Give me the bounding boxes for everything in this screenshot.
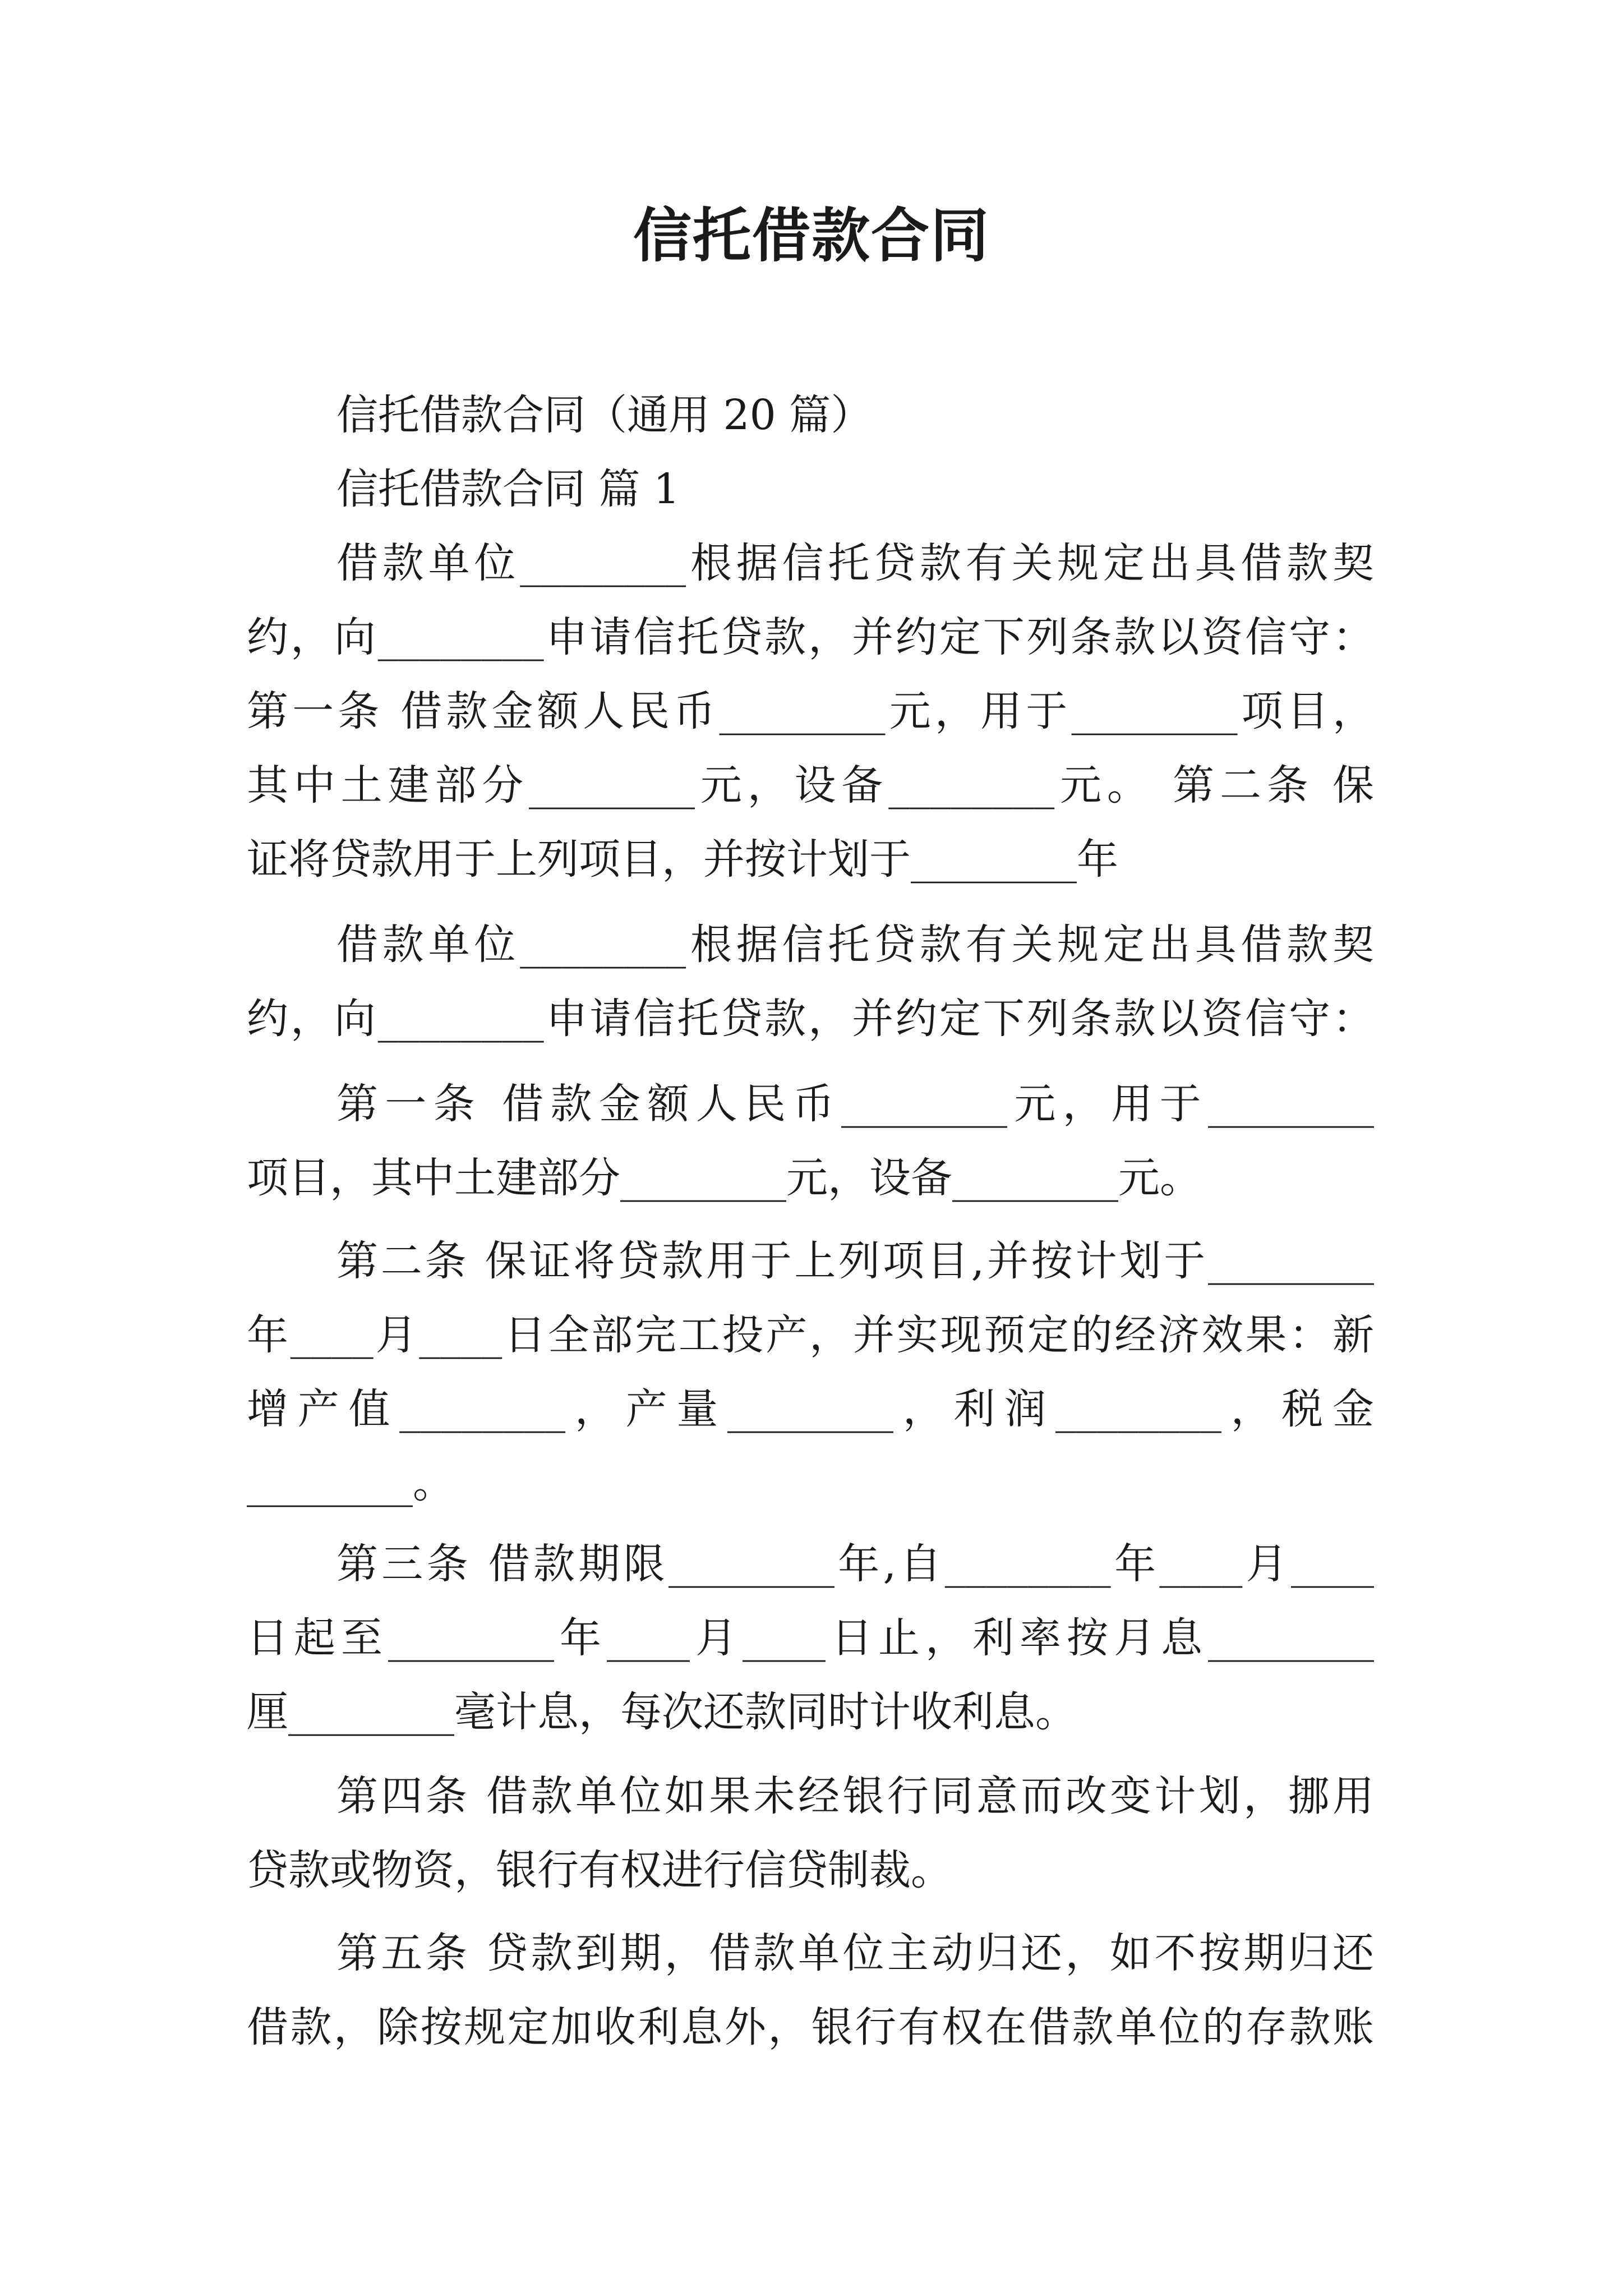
text-line: 增产值________，产量________，利润________，税金 [247, 1385, 1374, 1433]
text-line: 日起至________年____月____日止，利率按月息________ [247, 1614, 1374, 1662]
text-line: 第五条 贷款到期，借款单位主动归还，如不按期归还 [336, 1929, 1374, 1977]
text-line: 厘________毫计息，每次还款同时计收利息。 [247, 1688, 1077, 1736]
text-line: 贷款或物资，银行有权进行信贷制裁。 [247, 1846, 952, 1894]
text-line: 借款，除按规定加收利息外，银行有权在借款单位的存款账 [247, 2003, 1374, 2051]
text-line: 其中土建部分________元，设备________元。 第二条 保 [247, 761, 1374, 809]
document-title: 信托借款合同 [633, 201, 990, 270]
text-line: 约，向________申请信托贷款，并约定下列条款以资信守： [247, 995, 1374, 1043]
text-line: 第二条 保证将贷款用于上列项目,并按计划于________ [336, 1237, 1374, 1285]
text-line: 证将贷款用于上列项目，并按计划于________年 [247, 835, 1118, 884]
text-line: 借款单位________根据信托贷款有关规定出具借款契 [336, 539, 1374, 587]
text-line: 第三条 借款期限________年,自________年____月____ [336, 1540, 1374, 1588]
text-line: 借款单位________根据信托贷款有关规定出具借款契 [336, 921, 1374, 969]
text-line: 第四条 借款单位如果未经银行同意而改变计划，挪用 [336, 1772, 1374, 1820]
text-line: 约，向________申请信托贷款，并约定下列条款以资信守： [247, 613, 1374, 661]
text-line: 信托借款合同（通用 20 篇） [336, 391, 873, 439]
text-line: 第一条 借款金额人民币________元，用于________项目， [247, 687, 1374, 735]
text-line: 年____月____日全部完工投产，并实现预定的经济效果：新 [247, 1311, 1374, 1359]
text-line: 信托借款合同 篇 1 [336, 465, 680, 513]
text-line: 第一条 借款金额人民币________元，用于________ [336, 1080, 1374, 1128]
text-line: ________。 [247, 1459, 454, 1507]
text-line: 项目，其中土建部分________元，设备________元。 [247, 1154, 1201, 1202]
